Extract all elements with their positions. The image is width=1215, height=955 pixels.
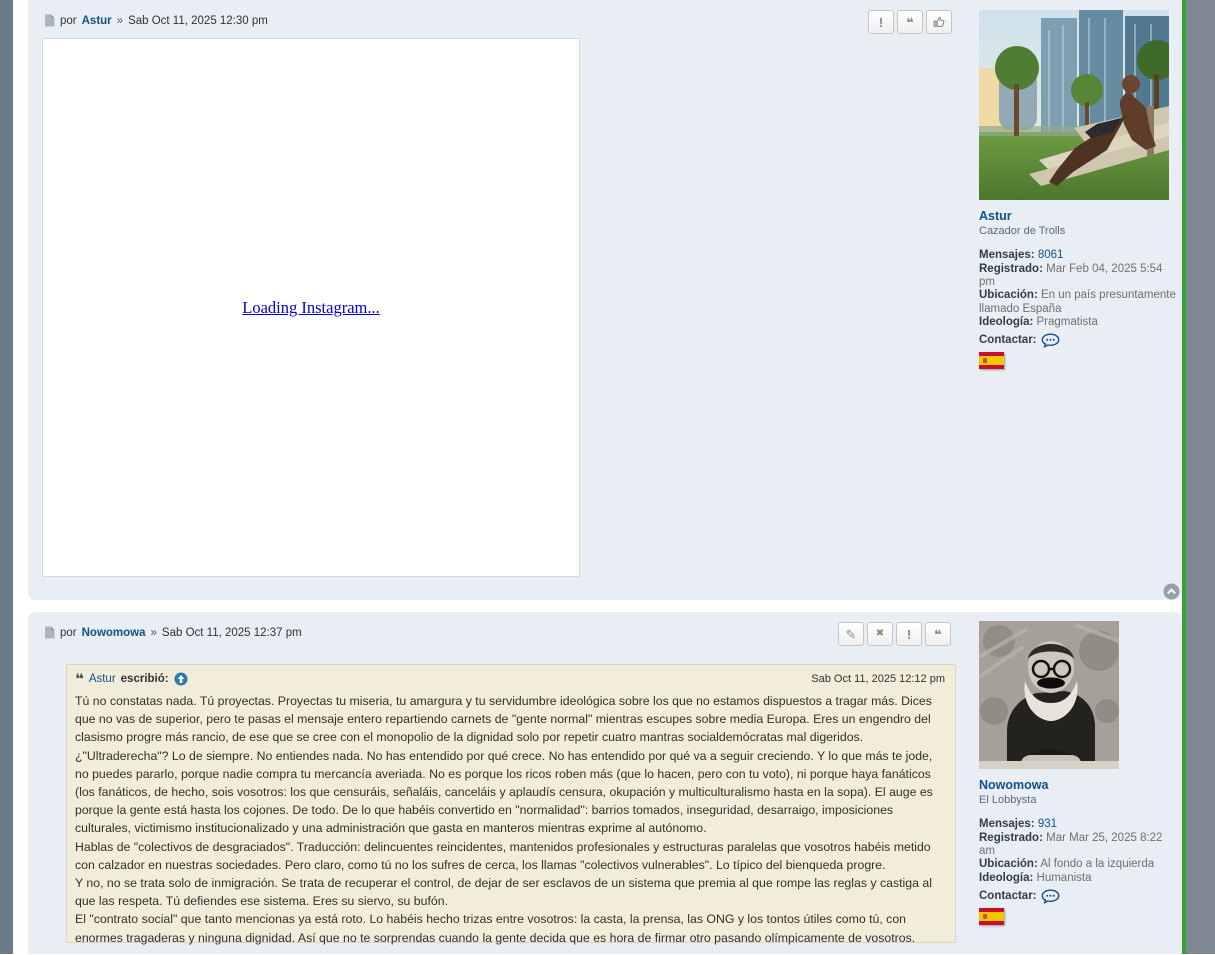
post1-messages-row [979,249,1177,262]
delete-button[interactable] [867,622,893,646]
separator: » [116,14,124,27]
go-to-quoted-post-icon[interactable] [174,672,188,686]
post-icon[interactable] [44,14,55,27]
post1-date: Sab Oct 11, 2025 12:30 pm [128,14,268,27]
post1-action-buttons [868,10,952,34]
topic-post-list [28,0,1182,954]
quote-paragraph: El "contrato social" que tanto mencionas ya está roto. Lo habéis hecho trizas entre vosotros: la casta, la prensa, las ONG y los tontos útiles como tú, con enormes tragaderas y ninguna dignidad. Así que no te sorprendas cuando la gente decida que es hora de firmar otro pasando olímpicamente de vosotros. [75,912,916,945]
post1-profile-rank: Cazador de Trolls [979,224,1066,237]
spain-flag-icon [979,908,1004,925]
thumb-up-icon [932,15,946,29]
post2-profile-panel [979,621,1177,925]
post1-ideology-value: Pragmatista [1036,316,1098,329]
astur-avatar[interactable] [979,10,1177,204]
private-message-icon[interactable] [1041,333,1060,348]
post-nowomowa [28,612,1182,954]
right-gray-strip [1186,0,1215,954]
post2-ideology-row [979,872,1177,885]
chevron-up-icon [1163,583,1180,600]
quote-body-text [67,689,955,955]
post1-messages-count[interactable]: 8061 [1037,249,1064,262]
post1-header [44,14,268,27]
post2-location-row [979,858,1177,871]
messages-label: Mensajes: [979,249,1035,262]
quote-paragraph: Y no, no se trata solo de inmigración. Se trata de recuperar el control, de dejar de ser esclavos de un sistema que premia al que rompe las reglas y castiga al que las respeta. Tú defiendes ese sistema. Eres su siervo, su bufón. [75,876,932,909]
contact-label: Contactar: [979,889,1037,902]
report-button[interactable] [868,10,894,34]
ideology-label: Ideología: [979,871,1034,884]
quote-paragraph: ¿"Ultraderecha"? Lo de siempre. No entiendes nada. No has entendido por qué crece. No has entendido por qué va a seguir creciendo. Y lo que más te jode, no puedes pararlo, porque nadie compra tu mercancía averiada. No es porque los ricos roben más (que lo hacen, pero con tu voto), ni porque haya fanáticos (los fanáticos, de hecho, sois vosotros: los que censuráis, señaláis, canceláis y aplaudís censura, okupación y multiculturalismo hasta en la sopa). El auge es porque la gente está hasta los cojones. De todo. De lo que habéis convertido en "normalidad": barrios tomados, inseguridad, desarraigo, imposiciones culturales, victimismo institucionalizado y una administración que gasta en manteros mientras exprime al autónomo. [75,748,933,836]
post-astur [28,0,1182,600]
post2-profile-rank: El Lobbysta [979,793,1037,806]
post2-action-buttons [838,622,951,646]
registered-label: Registrado: [979,262,1043,275]
quote-icon: ❝ [934,626,942,642]
quoted-post-block [66,664,956,943]
registered-label: Registrado: [979,831,1043,844]
scroll-top-button[interactable] [1163,583,1180,600]
post2-profile-username[interactable]: Nowomowa [979,778,1049,793]
quote-button[interactable] [925,622,951,646]
nowomowa-avatar[interactable] [979,621,1177,773]
spain-flag-icon [979,352,1004,369]
post2-contact-row [979,889,1177,904]
open-quote-icon: ❝ [75,671,84,688]
post2-registered-value: Mar Mar 25, 2025 8:22 am [979,831,1163,858]
posted-by-label: por [60,626,77,639]
post1-registered-value: Mar Feb 04, 2025 5:54 pm [979,262,1163,289]
astur-avatar-image [979,10,1169,200]
post2-messages-row [979,818,1177,831]
post2-messages-count[interactable]: 931 [1037,818,1057,831]
post1-registered-row [979,263,1177,290]
wrote-label: escribió: [120,673,169,685]
posted-by-label: por [60,14,77,27]
separator: » [150,626,157,639]
post1-location-row [979,289,1177,316]
contact-label: Contactar: [979,334,1037,347]
ideology-label: Ideología: [979,316,1034,329]
report-icon: ! [878,14,884,30]
quote-paragraph: Tú no constatas nada. Tú proyectas. Proyectas tu miseria, tu amargura y tu servidumbre ideológica sobre los que no estamos dispuestos a tragar más. Dices que no vas de superior, pero te pasas el mensaje entero repartiendo carnets de "gente normal" mientras escupes sobre media Europa. Eres un engendro del clasismo progre más rancio, de ese que se cree con el monopolio de la dignidad solo por repetir cuatro mantras socialdemócratas mal digeridos. [75,694,932,745]
location-label: Ubicación: [979,858,1038,871]
quote-author-link[interactable]: Astur [88,673,116,685]
post1-ideology-row [979,316,1177,329]
pencil-icon: ✎ [845,626,857,642]
post2-author-link[interactable]: Nowomowa [81,626,146,639]
report-icon: ! [906,626,912,642]
post-icon[interactable] [44,626,55,639]
post1-profile-panel [979,10,1177,369]
messages-label: Mensajes: [979,818,1035,831]
post2-ideology-value: Humanista [1036,871,1092,884]
post2-location-value: Al fondo a la izquierda [1040,858,1155,871]
post1-profile-username[interactable]: Astur [979,209,1012,224]
post2-date: Sab Oct 11, 2025 12:37 pm [161,626,302,639]
report-button[interactable] [896,622,922,646]
quote-button[interactable] [897,10,923,34]
post2-registered-row [979,832,1177,859]
edit-button[interactable] [838,622,864,646]
quote-paragraph: Hablas de "colectivos de desgraciados". Traducción: delincuentes reincidentes, mantenidos profesionales y estructuras paralelas que vosotros habéis metido con calzador en nuestras sociedades. Pero claro, como tú no los sufres de cerca, los llamas "colectivos vulnerables". Lo típico del bienqueda progre. [75,839,931,872]
nowomowa-avatar-image [979,621,1119,769]
post1-location-value: En un país presuntamente llamado España [979,289,1176,315]
quote-header [67,665,955,689]
location-label: Ubicación: [979,289,1038,302]
like-button[interactable] [926,10,952,34]
quote-date: Sab Oct 11, 2025 12:12 pm [811,673,945,685]
post2-header [44,626,302,639]
instagram-loading-link[interactable]: Loading Instagram... [242,297,380,317]
post1-author-link[interactable]: Astur [81,14,112,27]
private-message-icon[interactable] [1041,889,1060,904]
left-margin-strip [0,0,13,954]
delete-icon: ✖ [875,628,885,639]
instagram-embed-frame [42,38,580,577]
quote-icon: ❝ [906,14,914,30]
post1-contact-row [979,333,1177,348]
